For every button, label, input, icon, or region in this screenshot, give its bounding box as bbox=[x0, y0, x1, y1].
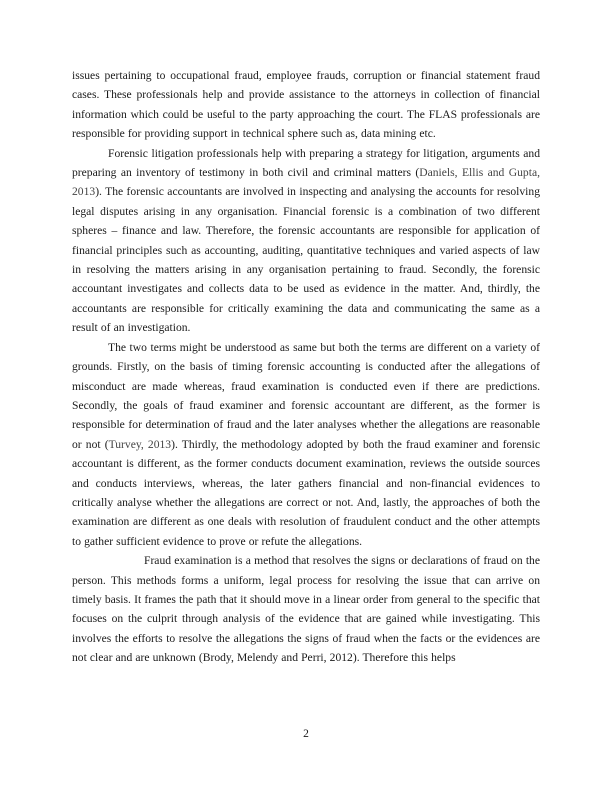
paragraph-2-text-a: Forensic litigation professionals help with preparing a strategy for litigation, arguments and preparing an inventory of testimony in both civil and criminal matters ( bbox=[72, 146, 540, 180]
paragraph-3-text-a: The two terms might be understood as same but both the terms are different on a variety of grounds. Firstly, on the basis of timing forensic accounting is conducted after the allegations of misconduct are made whereas, fraud examination is conducted even if there are predictions. Secondly, the goals of fraud examiner and forensic accountant are different, as the former is responsible for determination of fraud and the later analyses whether the allegations are reasonable or not ( bbox=[72, 340, 540, 451]
paragraph-3 bbox=[72, 338, 540, 551]
paragraph-1 bbox=[72, 66, 540, 144]
page-number: 2 bbox=[303, 728, 309, 740]
citation-daniels: Daniels, Ellis and Gupta, 2013 bbox=[72, 166, 540, 199]
paragraph-3-text-b: ). Thirdly, the methodology adopted by both the fraud examiner and forensic accountant is different, as the former conducts document examination, reviews the outside sources and conducts interviews, whereas, the later gathers financial and non-financial evidences to critically analyse whether the allegations are correct or not. And, lastly, the approaches of both the examination are different as one deals with resolution of fraudulent conduct and the other attempts to gather sufficient evidence to prove or refute the allegations. bbox=[72, 437, 540, 548]
paragraph-2 bbox=[72, 144, 540, 338]
paragraph-4 bbox=[72, 551, 540, 667]
document-page bbox=[72, 66, 540, 668]
paragraph-1-text: issues pertaining to occupational fraud, employee frauds, corruption or financial statement fraud cases. These professionals help and provide assistance to the attorneys in collection of financial information which could be useful to the party approaching the court. The FLAS professionals are responsible for providing support in technical sphere such as, data mining etc. bbox=[72, 69, 540, 141]
paragraph-2-text-b: ). The forensic accountants are involved in inspecting and analysing the accounts for resolving legal disputes arising in any organisation. Financial forensic is a combination of two different spheres – finance and law. Therefore, the forensic accountants are responsible for application of financial principles such as accounting, auditing, quantitative techniques and varied aspects of law in resolving the matters arising in any organisation pertaining to fraud. Secondly, the forensic accountant investigates and collects data to be used as evidence in the matter. And, thirdly, the accountants are responsible for critically examining the data and communicating the same as a result of an investigation. bbox=[72, 185, 540, 335]
citation-turvey: Turvey, 2013 bbox=[108, 437, 172, 451]
paragraph-4-text: Fraud examination is a method that resolves the signs or declarations of fraud on the person. This methods forms a uniform, legal process for resolving the issue that can arrive on timely basis. It frames the path that it should move in a linear order from general to the specific that focuses on the culprit through analysis of the evidence that are gained while investigating. This involves the efforts to resolve the allegations the signs of fraud when the facts or the evidences are not clear and are unknown (Brody, Melendy and Perri, 2012). Therefore this helps bbox=[72, 554, 540, 665]
